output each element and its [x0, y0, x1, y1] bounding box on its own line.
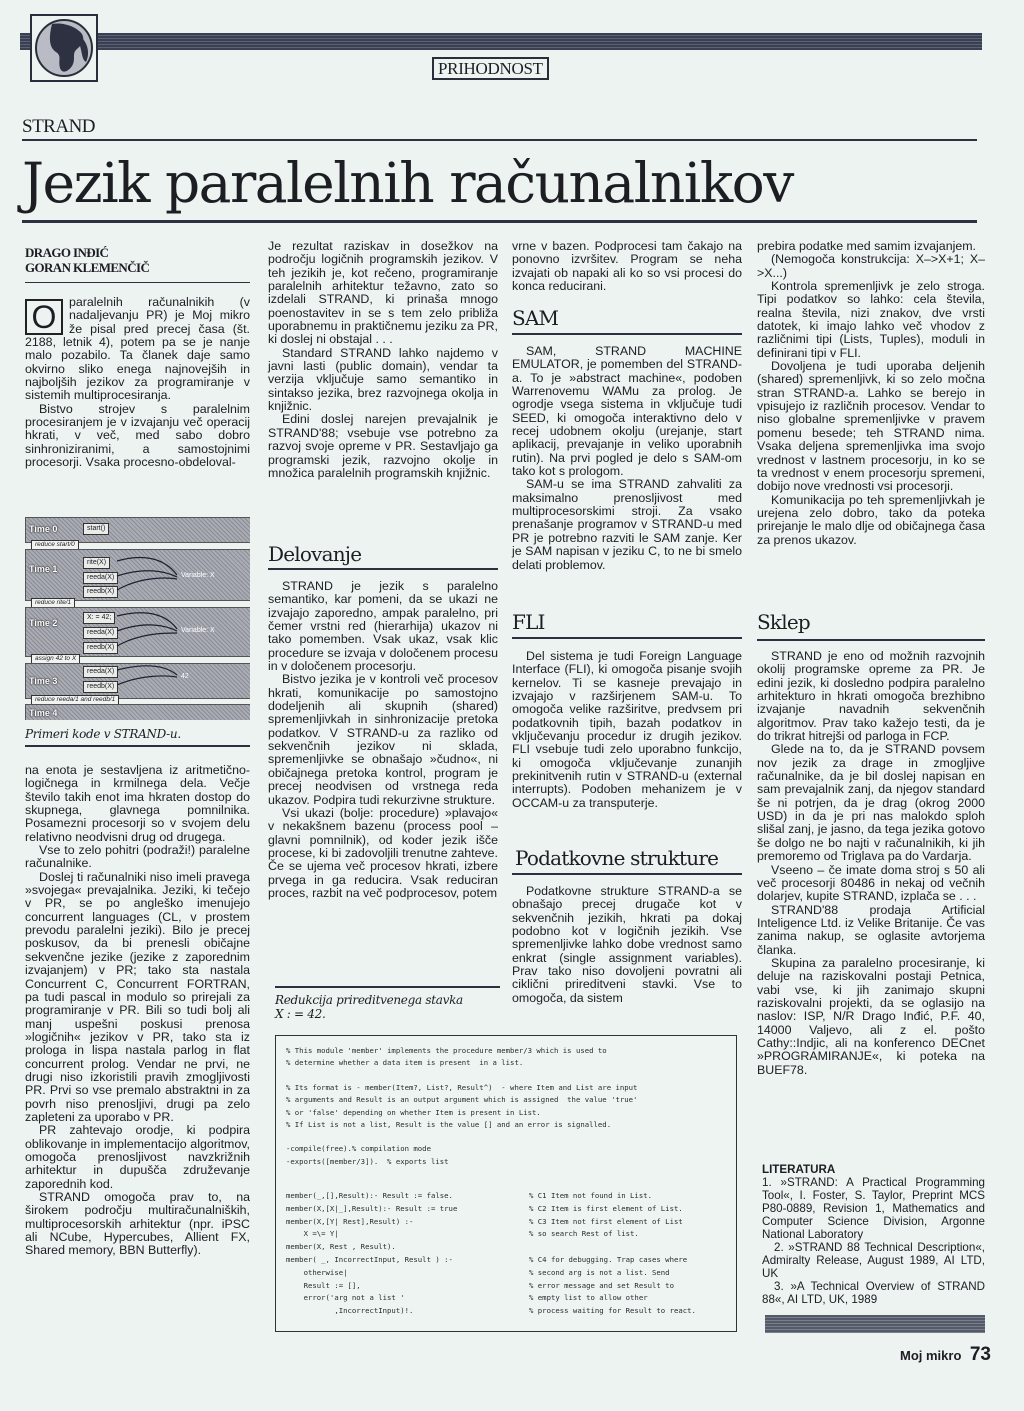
code-line: % This module 'member' implements the procedure member/3 which is used to: [286, 1046, 607, 1055]
code-line: % Its format is - member(Item?, List?, Result^) - where Item and List are input: [286, 1082, 638, 1092]
divider: [268, 568, 498, 570]
code-line: member(X,[X|_],Result):- Result := true: [286, 1203, 458, 1213]
reference-item: 2. »STRAND 88 Technical Description«, Admiralty Release, August 1989, AI LTD, UK: [762, 1241, 985, 1280]
code-line: % so search Rest of list.: [529, 1229, 639, 1239]
caption-line: X : = 42.: [275, 1007, 326, 1021]
caption-line: Redukcija prireditvenega stavka: [275, 993, 463, 1007]
reference-item: 3. »A Technical Overview of STRAND 88«, AI LTD, UK, 1989: [762, 1280, 985, 1306]
arrows: [25, 515, 250, 720]
column-3-fli: [512, 650, 742, 810]
divider: [275, 986, 500, 988]
code-line: % arguments and Result is an output argument which is assigned the value 'true': [286, 1095, 638, 1105]
code-line: error('arg not a list ': [286, 1293, 405, 1303]
divider: [512, 333, 742, 335]
column-3-top: [512, 240, 742, 293]
paragraph: Komunikacija po teh spremenljivkah je urejena zelo dobro, tako da poteka prirejanje le malo dlje od običajnega časa za prenos ukazov.: [757, 492, 985, 547]
code-box: X: = 42;: [83, 612, 115, 624]
code-line: member( _, IncorrectInput, Result ) :-: [286, 1255, 453, 1264]
paragraph: Vseeno – če imate doma stroj s 50 ali več procesorji 80486 in nekaj od večnih dolarjev, kupite STRAND, izplača se . . .: [757, 862, 985, 904]
page-number: 73: [969, 1344, 991, 1365]
code-line: % empty list to allow other: [529, 1293, 648, 1303]
paragraph: na enota je sestavljena iz aritmetično-logičnega in krmilnega dela. Večje število takih enot ima hkraten dostop do skupnega, glavnega pomnilnika. Posamezni procesorji so v svojem delu relativno neodvisni drug od drugega.: [25, 763, 250, 844]
variable-label: Variable: X: [181, 572, 215, 579]
paragraph: vrne v bazen. Podprocesi tam čakajo na ponovno izvršitev. Program se neha izvajati ob napaki ali ko so vsi procesi do konca reducirani.: [512, 239, 742, 294]
divider: [22, 139, 977, 141]
time-label: Time 1: [29, 564, 58, 574]
globe-icon: [30, 14, 98, 82]
paragraph: (Nemogoča konstrukcija: X–>X+1; X–>X...): [757, 252, 985, 280]
paragraph: Glede na to, da je STRAND povsem nov jezik za drage in zmogljive računalnike, da je bil doslej napisan en sam prevajalnik zanj, da njegov standard še ni potrjen, da je drag (okrog 2000 USD) in da je pri nas malokdo sploh slišal zanj, je jasno, da tega jezika gotovo še dolgo ne bo najti v računalnikih, ki jih premoremo od Triglava pa do Vardarja.: [757, 742, 985, 864]
author: GORAN KLEMENČIČ: [25, 260, 150, 275]
page-title: Jezik paralelnih računalnikov: [22, 151, 793, 215]
paragraph: Kontrola spremenljivk je zelo stroga. Tipi podatkov so lahko: cela števila, realna števila, nizi znakov, dve vrsti datotek, ki imajo lahko več vhodov z različnimi tipi (Lists, Tuples), moduli in definirani tipi v FLI.: [757, 279, 985, 360]
magazine-name: Moj mikro: [900, 1348, 962, 1363]
code-box: rite(X): [83, 557, 110, 569]
drop-cap: O: [25, 299, 63, 335]
column-2-body: [268, 580, 498, 900]
step-label: assign 42 to X: [31, 654, 80, 664]
code-line: -compile(free).% compilation mode: [286, 1144, 431, 1154]
code-line: -exports([member/3]). % exports list: [286, 1156, 449, 1166]
code-box: reedb(X): [83, 586, 118, 598]
paragraph: Dovoljena je tudi uporaba deljenih (shared) spremenljivk, ki so zelo močna stran STRAND-a. Lahko se berejo in vpisujejo iz različnih procesov. Vendar to niso globalne spremenljivke v pravem pomenu besede; teh STRAND nima. Vsaka deljena spremenljivka ima svojo vrednost v lastnem procesorju, in ko se ta vrednost v enem procesorju spremeni, dobijo nove vrednosti vsi procesorji.: [757, 359, 985, 494]
paragraph: STRAND je jezik s paralelno semantiko, kar pomeni, da se ukazi ne izvajajo zaporedno, ampak paralelno, pri čemer vrstni red (hierarhija) ukazov ni tako pomemben. Vsak ukaz, vsak klic procedure se izvaja v določenem procesu in v določenem procesorju.: [268, 579, 498, 674]
column-4-body: [757, 650, 985, 1077]
time-label: Time 0: [29, 524, 58, 534]
code-line: Result := [],: [286, 1280, 361, 1290]
section-heading: Sklep: [757, 610, 810, 634]
code-line: % C1 Item not found in List.: [529, 1191, 653, 1200]
step-label: reduce reeda/1 and reedb/1: [31, 695, 119, 705]
divider: [25, 745, 250, 747]
reference-item: 1. »STRAND: A Practical Programming Tool«, I. Foster, S. Taylor, Preprint MCS P80-0889, Revision 1, Mathematics and Computer Science Division, Argonne National Laboratory: [762, 1176, 985, 1241]
paragraph: SAM, STRAND MACHINE EMULATOR, je pomemben del STRAND-a. To je »abstract machine«, podoben Warrenovemu WAMu za prolog. Je ogrodje vsega sistema in vključuje tudi SEED, ki omogoča interaktivno delo v recej udobnem okolju (urejanje, start aplikacij, prevajanje in veliko uporabnih rutin). Na prvi pogled je delo s SAM-om tako kot s prologom.: [512, 344, 742, 479]
code-line: % C4 for debugging. Trap cases where: [529, 1255, 688, 1264]
kicker: STRAND: [22, 116, 96, 137]
strand-diagram: [25, 515, 250, 720]
paragraph: Edini doslej narejen prevajalnik je STRAND'88; vsebuje vse potrebno za razvoj svoje opreme v PR. Sestavljajo ga programski jezik, razvojno okolje in množica paralelnih programskih knjižnic.: [268, 412, 498, 480]
code-line: ,IncorrectInput)!.: [286, 1306, 414, 1316]
column-1-intro: [25, 296, 250, 469]
section-heading: Podatkovne strukture: [515, 846, 719, 870]
paragraph: STRAND'88 prodaja Artificial Inteligence Ltd. iz Velike Britanije. Če vas zanima nakup, se oglasite avtorjema članka.: [757, 902, 985, 957]
paragraph: Doslej ti računalniki niso imeli pravega »svojega« prevajalnika. Jeziki, ki tečejo v PR, se po angleško imenujejo concurrent languages (CL, v prostem prevodu paralelni jeziki). Bilo je precej poskusov, da bi prenesli običajne sekvenčne jezike (jezike z zaporednim izvajanjem) v PR; tako sta nastala Concurrent C, Concurrent FORTRAN, pa tudi pascal in modulo so prirejali za programiranje v PR. Bili so tudi bolj ali manj uspešni poskusi prenosa »logičnih« jezikov v PR, tako sta iz prologa in lispa nastala parlog in flat concurrent prolog. Vendar ne prvi, ne drugi niso izkoristili pravih zmogljivosti PR. Prvi so vse premalo abstraktni in za povrh niso prenosljivi, drugi pa zelo zapleteni za uporabo v PR.: [25, 869, 250, 1124]
header-bar: [20, 33, 982, 50]
code-box: start(): [83, 523, 109, 535]
paragraph: PR zahtevajo orodje, ki podpira oblikovanje in implementacijo algoritmov, omogoča prenosljivost navzkrižnih arhitektur in dupušča združevanje zaporednih kod.: [25, 1123, 250, 1191]
paragraph: Je rezultat raziskav in dosežkov na področju logičnih programskih jezikov. V teh jezikih je, kot rečeno, programiranje paralelnih arhitektur težavno, zato so izdelali STRAND, ki prinaša mnogo poenostavitev in se s tem zelo približa uporabnemu in praktičnemu jeziku za PR, ki doslej ni obstajal . . .: [268, 239, 498, 347]
code-line: X =\= Y|: [286, 1229, 339, 1239]
section-heading: SAM: [512, 306, 559, 330]
paragraph: Skupina za paralelno procesiranje, ki deluje na raziskovalni postaji Petnica, vabi vse, ki jih zanimajo skupni raziskovalni projekti, da se oglasijo na naslov: ISP, N/R Drago Inđić, P.F. 40, 14000 Valjevo, ali z el. pošto Cathy::Indjic, ali na konferenco DECnet »PROGRAMIRANJE«, ki poteka na BUEF78.: [757, 955, 985, 1077]
step-label: reduce rite/1: [31, 598, 75, 608]
paragraph: SAM-u se ima STRAND zahvaliti za maksimalno prenosljivost med multiprocesorskimi stroji. Za vsako prenašanje programov v STRAND-u med PR je potrebno razviti le SAM zanje. Ker je SAM napisan v jeziku C, to ne bi smelo delati problemov.: [512, 477, 742, 572]
code-box: reeda(X): [83, 666, 118, 678]
author: DRAGO INĐIĆ: [25, 245, 109, 260]
time-label: Time 4: [29, 708, 58, 718]
column-4-top: [757, 240, 985, 547]
paragraph: Bistvo strojev s paralelnim procesiranjem je v izvajanju več operacij hkrati, v več, med sabo dobro sinhroniziranimi, a samostojnimi procesorji. Vsaka procesno-obdeloval-: [25, 401, 250, 470]
code-line: % C2 Item is first element of List.: [529, 1203, 683, 1213]
time-label: Time 2: [29, 618, 58, 628]
code-box: reeda(X): [83, 572, 118, 584]
column-2-top: [268, 240, 498, 480]
divider: [512, 873, 742, 875]
code-box: reeda(X): [83, 627, 118, 639]
code-line: % determine whether a data item is present in a list.: [286, 1058, 524, 1068]
value-label: 42: [181, 673, 189, 680]
column-3-data: [512, 885, 742, 1005]
code-box: reedb(X): [83, 642, 118, 654]
time-label: Time 3: [29, 676, 58, 686]
code-line: member(_,[],Result):- Result := false.: [286, 1191, 453, 1200]
paragraph: Del sistema je tudi Foreign Language Interface (FLI), ki omogoča pisanje svojih kernelov. Ti se kasneje prevajajo in izvajajo v razširjenem SAM-u. To omogoča velike razširitve, predvsem pri podatkovnih tipih, bazah podatkov in vključevanju procedur iz drugih jezikov. FLI vsebuje tudi zelo uporabno funkcijo, ki omogoča vključevanje zunanjih prekinitvenih rutin v STRAND-u (external interrupts). Podoben mehanizem je v OCCAM-u za transputerje.: [512, 649, 742, 810]
paragraph: Vse to zelo pohitri (podraži!) paralelne računalnike.: [25, 843, 250, 871]
paragraph: Bistvo jezika je v kontroli več procesov hkrati, komunikacije po samostojno dodeljenih ali skupnih (shared) spremenljivkah in sinhronizacije pretoka podatkov. V STRAND-u za razliko od sekvenčnih jezikov ni sklada, spremenljivke se obnašajo »čudno«, ni običajnega pretoka kontrol, program je precej neodvisen od vrstnega reda ukazov. Podpira tudi rekurzivne strukture.: [268, 672, 498, 807]
code-line: % C3 Item not first element of List: [529, 1216, 683, 1226]
paragraph: Standard STRAND lahko najdemo v javni lasti (public domain), vendar ta verzija vključuje samo semantiko in sintakso jezika, brez razvojnega okolja in knjižnic.: [268, 345, 498, 414]
step-label: reduce start/0: [31, 540, 79, 550]
footer-bar: [765, 1315, 985, 1333]
code-line: otherwise|: [286, 1267, 348, 1277]
code-line: % error message and set Result to: [529, 1280, 674, 1290]
page-footer: [900, 1344, 991, 1366]
code-line: member(X, Rest , Result).: [286, 1242, 396, 1252]
figure-caption: Primeri kode v STRAND-u.: [25, 727, 181, 741]
divider: [22, 220, 977, 223]
authors: [25, 245, 250, 275]
column-1-body: [25, 764, 250, 1258]
paragraph: STRAND je eno od možnih razvojnih okolij programske opreme za PR. Je edini jezik, ki dosledno podpira paralelno arhitekturo in hkrati omogoča brezhibno izvajanje navadnih sekvenčnih algoritmov. Prav tako kažejo testi, da je do trikrat hitrejši od parloga in FCP.: [757, 649, 985, 744]
code-line: % or 'false' depending on whether Item is present in List.: [286, 1107, 541, 1117]
code-line: % If List is not a list, Result is the value [] and an error is signalled.: [286, 1119, 612, 1129]
paragraph: Podatkovne strukture STRAND-a se obnašajo precej drugače kot v sekvenčnih jezikih, hkrati pa dokaj podobno kot v logičnih jezikih. Vse spremenljivke lahko dobe vrednost samo enkrat (single assignment variables). Prav tako niso dovoljeni povratni ali ciklični prireditveni stavki. Vse to omogoča, da sistem: [512, 884, 742, 1005]
code-box: reedb(X): [83, 681, 118, 693]
references: [762, 1163, 985, 1306]
references-heading: LITERATURA: [762, 1163, 836, 1176]
code-line: % process waiting for Result to react.: [529, 1306, 696, 1316]
column-3-sam: [512, 345, 742, 572]
section-heading: FLI: [512, 610, 545, 634]
variable-label: Variable: X: [181, 627, 215, 634]
divider: [757, 639, 985, 641]
section-label: PRIHODNOST: [432, 57, 549, 80]
divider: [25, 282, 250, 283]
paragraph: STRAND omogoča prav to, na širokem področju multiračunalniških, multiprocesorskih arhitektur (npr. iPSC ali NCube, Hypercubes, Allient FX, Shared memory, BBN Butterfly).: [25, 1190, 250, 1258]
divider: [512, 637, 742, 639]
paragraph: Vsi ukazi (bolje: procedure) »plavajo« v nekakšnem bazenu (process pool – glavni pomnilnik), od koder jezik išče procese, ki bi zadovoljili trenutne zahteve. Če se ujema več procesov hkrati, izbere prvega in ga reducira. Vsak reduciran proces, razbit na več podprocesov, potem: [268, 805, 498, 900]
section-heading: Delovanje: [268, 542, 362, 566]
paragraph: paralelnih računalnikih (v nadaljevanju PR) je Moj mikro že pisal pred precej časa (št. 2188, letnik 4), potem pa se je nanje malo pozabilo. Ta članek daje samo okvirno sliko enega najnovejših in najboljših jezikov za programiranje v sistemih multiprocesiranja.: [25, 295, 250, 403]
code-line: member(X,[Y| Rest],Result) :-: [286, 1216, 414, 1226]
code-line: % second arg is not a list. Send: [529, 1267, 670, 1277]
figure-caption: [275, 993, 463, 1021]
code-listing: [275, 1035, 737, 1332]
paragraph: prebira podatke med samim izvajanjem.: [757, 239, 976, 253]
